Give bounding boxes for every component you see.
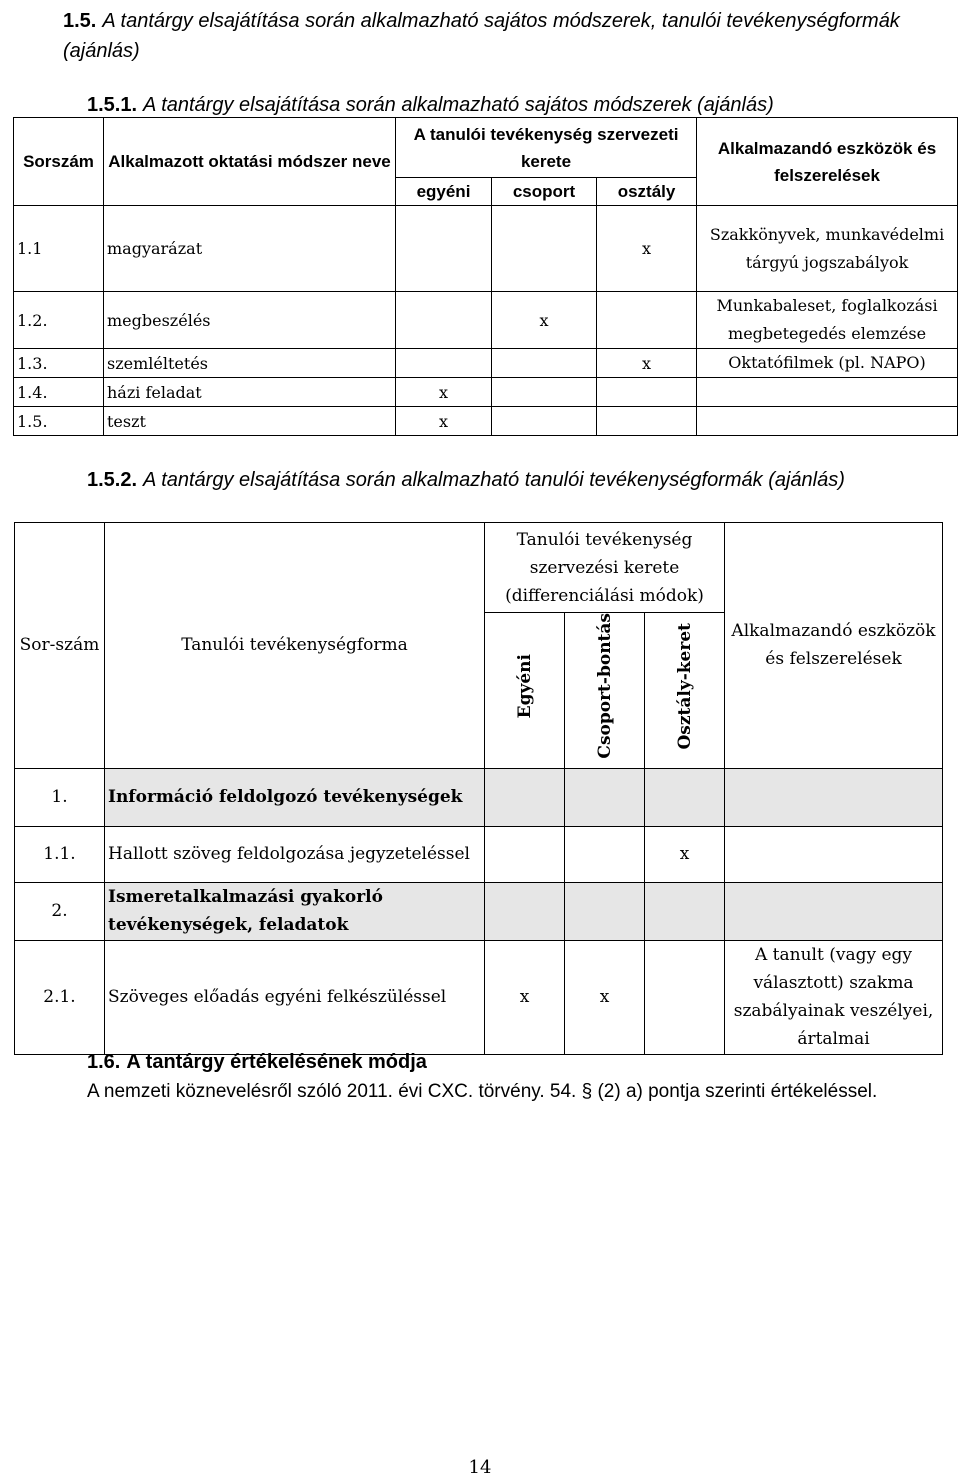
section-1-5-2-number: 1.5.2. — [87, 469, 138, 491]
methods-table — [13, 117, 958, 436]
section-1-5-2-title: A tantárgy elsajátítása során alkalmazható tanulói tevékenységformák (ajánlás) — [143, 469, 845, 491]
t1-row-osztaly: x — [597, 206, 697, 292]
t2-row-num: 1.1. — [15, 826, 105, 882]
t1-row-method: magyarázat — [104, 206, 396, 292]
t2-row-csoport — [565, 768, 645, 826]
section-1-6-heading — [87, 1047, 957, 1077]
t1-header-tools: Alkalmazandó eszközök és felszerelések — [697, 118, 958, 206]
t1-header-csoport: csoport — [492, 178, 597, 206]
section-1-5-heading — [63, 6, 943, 66]
t2-row-form: Szöveges előadás egyéni felkészüléssel — [105, 940, 485, 1054]
t2-row-num: 2. — [15, 882, 105, 940]
t2-row-tools: A tanult (vagy egy választott) szakma szabályainak veszélyei, ártalmai — [725, 940, 943, 1054]
t2-row-osztaly — [645, 882, 725, 940]
t1-row-tools — [697, 407, 958, 436]
t1-row-method: házi feladat — [104, 378, 396, 407]
t2-row-egyeni — [485, 882, 565, 940]
t1-row-egyeni: x — [396, 378, 492, 407]
t1-row-osztaly: x — [597, 349, 697, 378]
table-row — [14, 407, 958, 436]
t2-row-csoport — [565, 826, 645, 882]
t2-row-form: Ismeretalkalmazási gyakorló tevékenységek, feladatok — [105, 882, 485, 940]
t2-row-num: 1. — [15, 768, 105, 826]
t1-row-tools: Szakkönyvek, munkavédelmi tárgyú jogszabályok — [697, 206, 958, 292]
t2-header-csoport: Csoport-bontás — [594, 613, 615, 759]
section-1-5-1-heading — [87, 90, 947, 120]
t2-row-tools — [725, 768, 943, 826]
table-row — [15, 882, 943, 940]
t1-row-csoport — [492, 349, 597, 378]
t1-header-method: Alkalmazott oktatási módszer neve — [104, 118, 396, 206]
t1-row-csoport — [492, 206, 597, 292]
t2-row-tools — [725, 826, 943, 882]
table-row — [15, 768, 943, 826]
table-row — [14, 378, 958, 407]
t1-row-num: 1.2. — [14, 292, 104, 349]
section-1-5-2-heading — [87, 465, 887, 495]
t1-row-num: 1.1 — [14, 206, 104, 292]
section-1-6-body: A nemzeti köznevelésről szóló 2011. évi CXC. törvény. 54. § (2) a) pontja szerinti értékeléssel. — [87, 1081, 878, 1102]
t2-row-osztaly: x — [645, 826, 725, 882]
table-row — [15, 826, 943, 882]
activity-forms-table — [14, 522, 943, 1055]
t2-row-num: 2.1. — [15, 940, 105, 1054]
t1-row-num: 1.4. — [14, 378, 104, 407]
t1-row-tools — [697, 378, 958, 407]
t2-row-form: Hallott szöveg feldolgozása jegyzeteléssel — [105, 826, 485, 882]
t2-header-sorszam: Sor-szám — [15, 523, 105, 769]
t2-header-org: Tanulói tevékenység szervezési kerete (differenciálási módok) — [485, 523, 725, 613]
section-1-5-1-number: 1.5.1. — [87, 94, 138, 116]
t2-header-osztaly: Osztály-keret — [674, 622, 695, 750]
t1-row-method: szemléltetés — [104, 349, 396, 378]
t1-row-osztaly — [597, 378, 697, 407]
t1-row-method: teszt — [104, 407, 396, 436]
t1-row-osztaly — [597, 407, 697, 436]
t1-row-csoport — [492, 378, 597, 407]
t2-header-egyeni: Egyéni — [514, 653, 535, 718]
page-number: 14 — [468, 1457, 492, 1478]
t1-header-osztaly: osztály — [597, 178, 697, 206]
t2-row-form: Információ feldolgozó tevékenységek — [105, 768, 485, 826]
table-row — [14, 206, 958, 292]
t2-row-csoport — [565, 882, 645, 940]
t1-row-csoport — [492, 407, 597, 436]
t1-row-osztaly — [597, 292, 697, 349]
table-row — [14, 292, 958, 349]
t2-row-egyeni — [485, 768, 565, 826]
t1-row-num: 1.5. — [14, 407, 104, 436]
section-1-5-number: 1.5. — [63, 10, 97, 32]
t2-row-egyeni: x — [485, 940, 565, 1054]
t1-row-tools: Oktatófilmek (pl. NAPO) — [697, 349, 958, 378]
section-1-5-title: A tantárgy elsajátítása során alkalmazható sajátos módszerek, tanulói tevékenységformák (ajánlás) — [63, 10, 900, 62]
t1-row-egyeni: x — [396, 407, 492, 436]
section-1-6-title: A tantárgy értékelésének módja — [126, 1051, 427, 1073]
t2-row-osztaly — [645, 768, 725, 826]
section-1-6-number: 1.6. — [87, 1051, 121, 1073]
t2-row-tools — [725, 882, 943, 940]
t2-row-egyeni — [485, 826, 565, 882]
section-1-5-1-title: A tantárgy elsajátítása során alkalmazható sajátos módszerek (ajánlás) — [143, 94, 774, 116]
t1-row-egyeni — [396, 206, 492, 292]
t1-row-csoport: x — [492, 292, 597, 349]
t1-header-org: A tanulói tevékenység szervezeti kerete — [396, 118, 697, 178]
t1-row-egyeni — [396, 349, 492, 378]
table-row — [14, 349, 958, 378]
t1-row-egyeni — [396, 292, 492, 349]
t1-row-tools: Munkabaleset, foglalkozási megbetegedés elemzése — [697, 292, 958, 349]
t2-header-tools: Alkalmazandó eszközök és felszerelések — [725, 523, 943, 769]
t2-row-csoport: x — [565, 940, 645, 1054]
t2-header-form: Tanulói tevékenységforma — [105, 523, 485, 769]
t1-row-method: megbeszélés — [104, 292, 396, 349]
t1-header-egyeni: egyéni — [396, 178, 492, 206]
t2-row-osztaly — [645, 940, 725, 1054]
section-1-6 — [87, 1047, 957, 1107]
t1-header-sorszam: Sorszám — [14, 118, 104, 206]
t1-row-num: 1.3. — [14, 349, 104, 378]
table-row — [15, 940, 943, 1054]
